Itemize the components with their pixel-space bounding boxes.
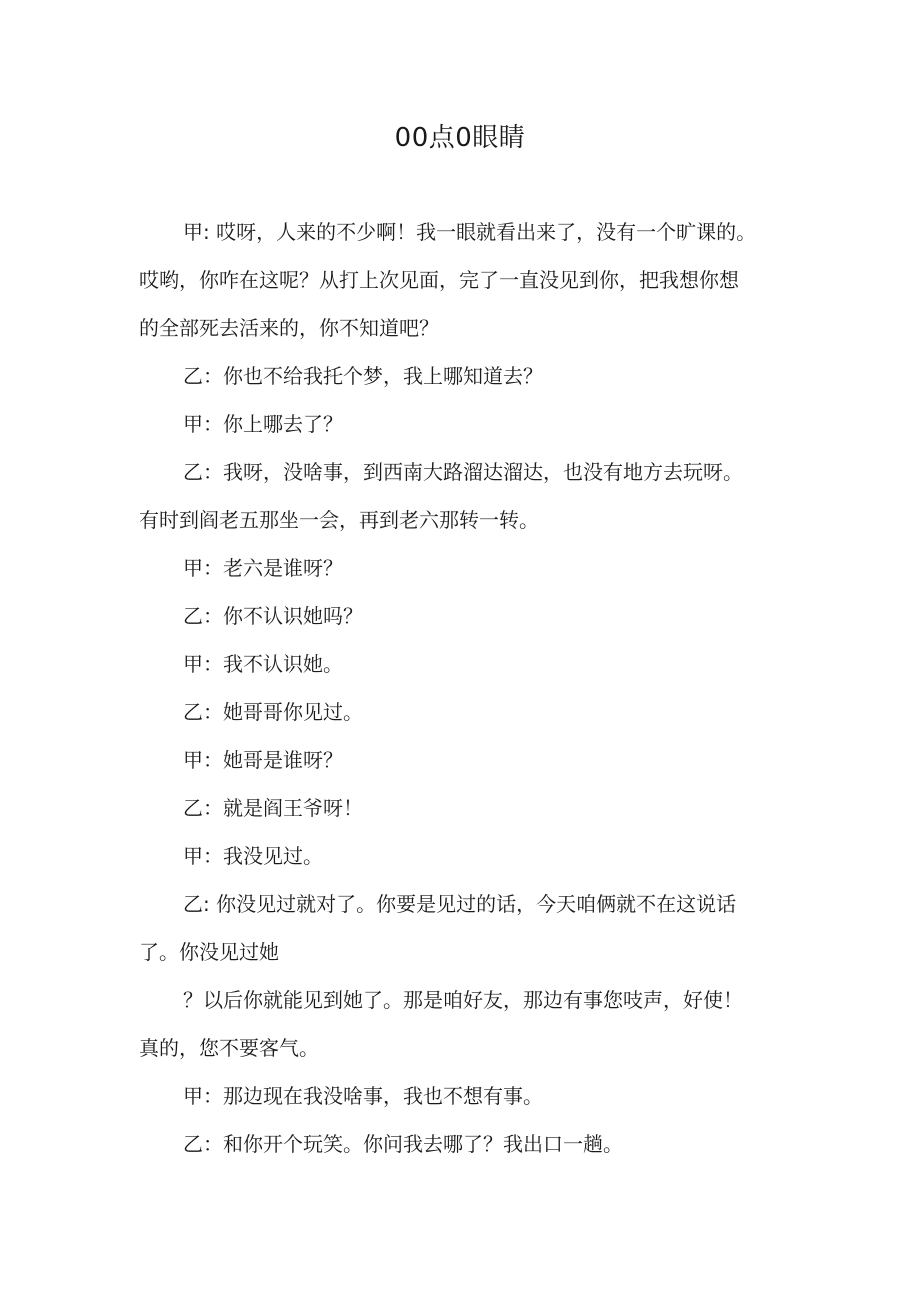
text-line: 乙：你也不给我托个梦，我上哪知道去？ — [183, 364, 543, 388]
text-line: 乙：你不认识她吗？ — [183, 604, 363, 628]
text-line: 甲：她哥是谁呀？ — [183, 748, 343, 772]
text-line: 的全部死去活来的，你不知道吧？ — [139, 316, 439, 340]
document-body — [139, 208, 799, 1168]
text-line: 哎哟，你咋在这呢？从打上次见面，完了一直没见到你，把我想你想 — [139, 268, 739, 292]
text-line: 了。你没见过她 — [139, 940, 279, 964]
text-line: 乙：她哥哥你见过。 — [183, 700, 363, 724]
text-line: 甲：老六是谁呀？ — [183, 556, 343, 580]
text-line: 乙：就是阎王爷呀！ — [183, 796, 363, 820]
text-line: 甲：我不认识她。 — [183, 652, 343, 676]
text-line: 甲：我没见过。 — [183, 844, 323, 868]
text-line: 真的，您不要客气。 — [139, 1036, 319, 1060]
text-line: 有时到阎老五那坐一会，再到老六那转一转。 — [139, 508, 539, 532]
text-line: 乙：和你开个玩笑。你问我去哪了？我出口一趟。 — [183, 1132, 623, 1156]
text-line: ？以后你就能见到她了。那是咱好友，那边有事您吱声，好使！ — [183, 988, 743, 1012]
text-line: 甲：你上哪去了？ — [183, 412, 343, 436]
text-line: 甲: 哎呀，人来的不少啊！我一眼就看出来了，没有一个旷课的。 — [183, 220, 757, 244]
text-line: 乙：我呀，没啥事，到西南大路溜达溜达，也没有地方去玩呀。 — [183, 460, 743, 484]
text-line: 乙: 你没见过就对了。你要是见过的话，今天咱俩就不在这说话 — [183, 892, 737, 916]
document-title: 00点0眼睛 — [394, 123, 526, 153]
text-line: 甲：那边现在我没啥事，我也不想有事。 — [183, 1084, 543, 1108]
